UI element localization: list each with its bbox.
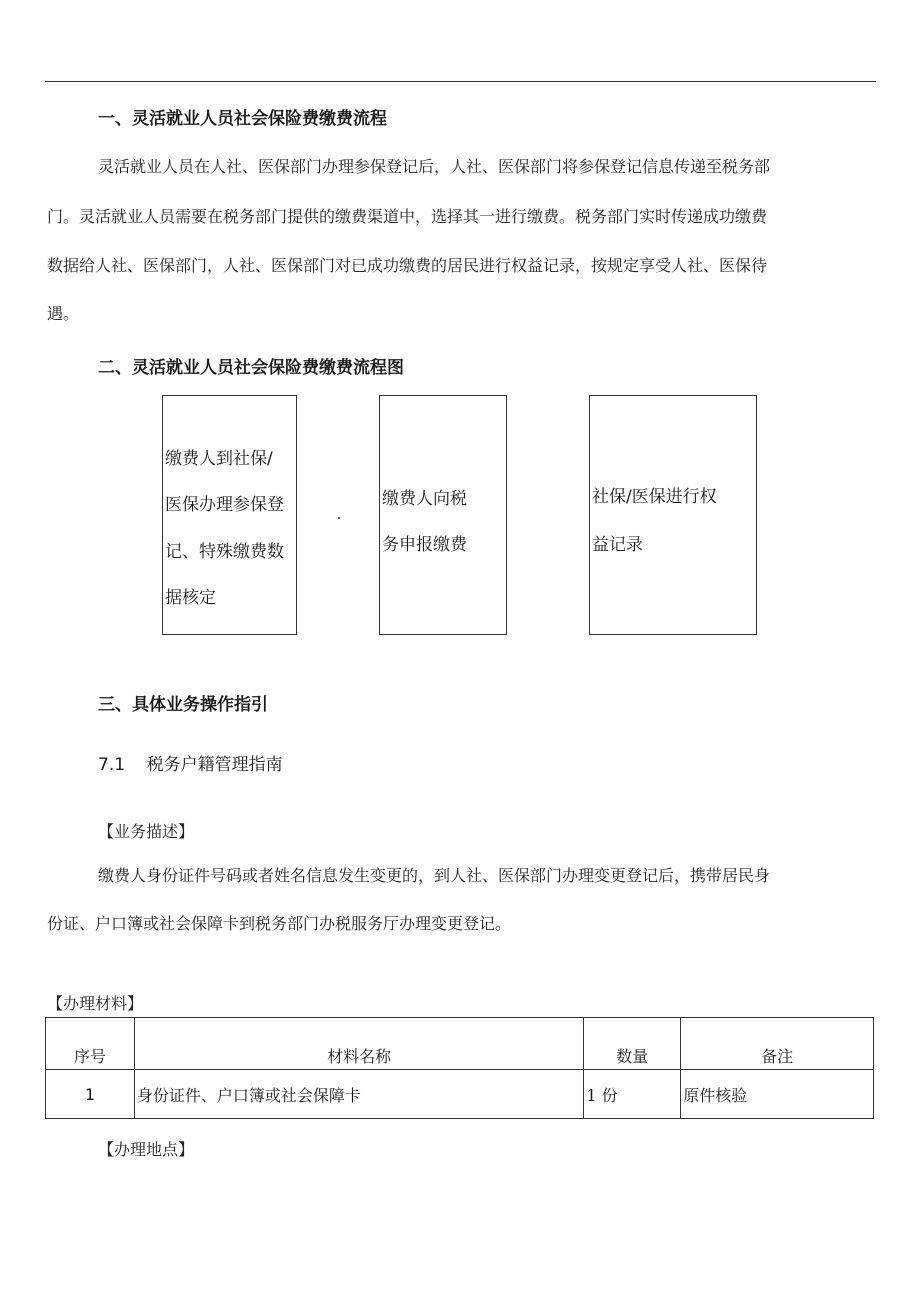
flow-mark	[338, 517, 340, 519]
paragraph-line: 份证、户口簿或社会保障卡到税务部门办税服务厅办理变更登记。	[47, 914, 512, 933]
col-header-note: 备注	[681, 1018, 874, 1070]
cell-qty: 1 份	[584, 1070, 681, 1119]
flow-box-text: 缴费人到社保/	[165, 449, 273, 469]
paragraph-line: 缴费人身份证件号码或者姓名信息发生变更的，到人社、医保部门办理变更登记后，携带居民身	[98, 866, 771, 885]
cell-note: 原件核验	[681, 1070, 874, 1119]
cell-name: 身份证件、户口簿或社会保障卡	[134, 1070, 583, 1119]
paragraph-line: 门。灵活就业人员需要在税务部门提供的缴费渠道中，选择其一进行缴费。税务部门实时传递成功缴费	[47, 207, 768, 226]
flow-box-text: 务申报缴费	[382, 535, 467, 555]
location-label: 【办理地点】	[98, 1140, 195, 1159]
table-row	[46, 1070, 874, 1119]
flow-box-text: 社保/医保进行权	[592, 487, 717, 507]
subsection-title: 7.1 税务户籍管理指南	[98, 755, 283, 775]
business-desc-label: 【业务描述】	[98, 822, 195, 841]
paragraph-line: 遇。	[47, 304, 80, 323]
cell-no: 1	[46, 1070, 135, 1119]
section-2-title: 二、灵活就业人员社会保险费缴费流程图	[98, 358, 404, 378]
col-header-qty: 数量	[584, 1018, 681, 1070]
flow-box-declare	[379, 395, 507, 635]
materials-label: 【办理材料】	[47, 994, 144, 1013]
flow-box-text: 据核定	[165, 588, 216, 608]
table-header-row	[46, 1018, 874, 1070]
paragraph-line: 数据给人社、医保部门，人社、医保部门对已成功缴费的居民进行权益记录，按规定享受人社、医保待	[47, 256, 768, 275]
flow-box-register	[162, 395, 297, 635]
col-header-name: 材料名称	[134, 1018, 583, 1070]
flow-box-text: 医保办理参保登	[165, 495, 284, 515]
flow-box-text: 缴费人向税	[382, 489, 467, 509]
header-rule	[45, 81, 876, 82]
flow-box-record	[589, 395, 757, 635]
col-header-no: 序号	[46, 1018, 135, 1070]
paragraph-line: 灵活就业人员在人社、医保部门办理参保登记后，人社、医保部门将参保登记信息传递至税务部	[98, 157, 771, 176]
flow-box-text: 记、特殊缴费数	[165, 542, 284, 562]
section-3-title: 三、具体业务操作指引	[98, 695, 268, 715]
section-1-title: 一、灵活就业人员社会保险费缴费流程	[98, 109, 387, 129]
materials-table	[45, 1017, 874, 1119]
flow-box-text: 益记录	[592, 535, 643, 555]
